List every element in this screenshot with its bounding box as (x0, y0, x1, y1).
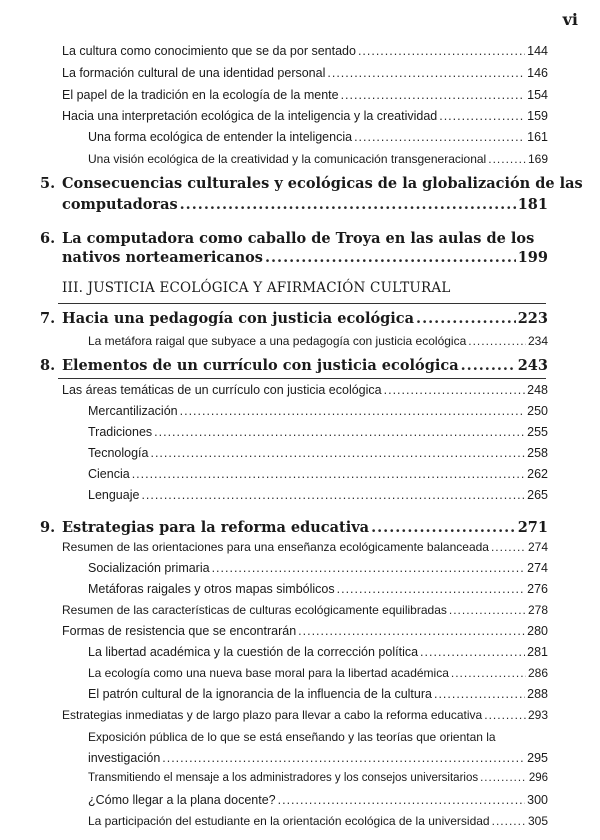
toc-entry: Mercantilización ..... 250 (88, 404, 548, 418)
toc-entry: Tecnología ..... 258 (88, 446, 548, 460)
divider (58, 378, 546, 379)
toc-entry: La ecología como una nueva base moral para la libertad académica ..... 286 (88, 666, 548, 680)
chapter-6-heading: 6. La computadora como caballo de Troya en las aulas de los (40, 230, 535, 247)
toc-entry: Formas de resistencia que se encontrarán ..... 280 (62, 624, 548, 638)
toc-entry: La cultura como conocimiento que se da por sentado ..... 144 (62, 44, 548, 58)
toc-entry: Metáforas raigales y otros mapas simbólicos ..... 276 (88, 582, 548, 596)
toc-entry: investigación ..... 295 (88, 751, 548, 765)
toc-entry: El patrón cultural de la ignorancia de la influencia de la cultura ..... 288 (88, 687, 548, 701)
toc-entry: La participación del estudiante en la orientación ecológica de la universidad ..... 305 (88, 814, 548, 828)
toc-entry: ¿Cómo llegar a la plana docente? ..... 300 (88, 793, 548, 807)
chapter-8-entry: 8. Elementos de un currículo con justicia ecológica ..... 243 (40, 357, 548, 374)
toc-entry-line1: Exposición pública de lo que se está enseñando y las teorías que orientan la (88, 730, 496, 744)
toc-entry: La formación cultural de una identidad personal ..... 146 (62, 66, 548, 80)
toc-entry: Lenguaje ..... 265 (88, 488, 548, 502)
toc-entry: Ciencia ..... 262 (88, 467, 548, 481)
chapter-5-entry: computadoras ..... 181 (62, 196, 548, 213)
toc-entry: Una forma ecológica de entender la inteligencia ..... 161 (88, 130, 548, 144)
toc-entry: La libertad académica y la cuestión de la corrección política ..... 281 (88, 645, 548, 659)
toc-entry: Hacia una interpretación ecológica de la inteligencia y la creatividad ..... 159 (62, 109, 548, 123)
chapter-9-entry: 9. Estrategias para la reforma educativa ..... 271 (40, 519, 548, 536)
toc-entry: Socialización primaria ..... 274 (88, 561, 548, 575)
toc-entry: El papel de la tradición en la ecología de la mente ..... 154 (62, 88, 548, 102)
toc-entry: Tradiciones ..... 255 (88, 425, 548, 439)
toc-entry: Una visión ecológica de la creatividad y la comunicación transgeneracional ..... 169 (88, 152, 548, 166)
toc-entry: La metáfora raigal que subyace a una pedagogía con justicia ecológica ..... 234 (88, 334, 548, 348)
toc-entry: Resumen de las características de culturas ecológicamente equilibradas ..... 278 (62, 603, 548, 617)
divider (58, 303, 546, 304)
chapter-7-entry: 7. Hacia una pedagogía con justicia ecológica ..... 223 (40, 310, 548, 327)
chapter-5-heading: 5. Consecuencias culturales y ecológicas de la globalización de las (40, 175, 583, 192)
chapter-6-entry: nativos norteamericanos ..... 199 (62, 249, 548, 266)
section-heading: III. JUSTICIA ECOLÓGICA Y AFIRMACIÓN CULTURAL (62, 280, 451, 296)
toc-entry: Las áreas temáticas de un currículo con justicia ecológica ..... 248 (62, 383, 548, 397)
toc-entry: Transmitiendo el mensaje a los administradores y los consejos universitarios ..... 296 (88, 772, 548, 784)
toc-entry: Estrategias inmediatas y de largo plazo para llevar a cabo la reforma educativa ..... 293 (62, 708, 548, 722)
toc-entry: Resumen de las orientaciones para una enseñanza ecológicamente balanceada ..... 274 (62, 540, 548, 554)
page-number: vi (562, 10, 578, 29)
